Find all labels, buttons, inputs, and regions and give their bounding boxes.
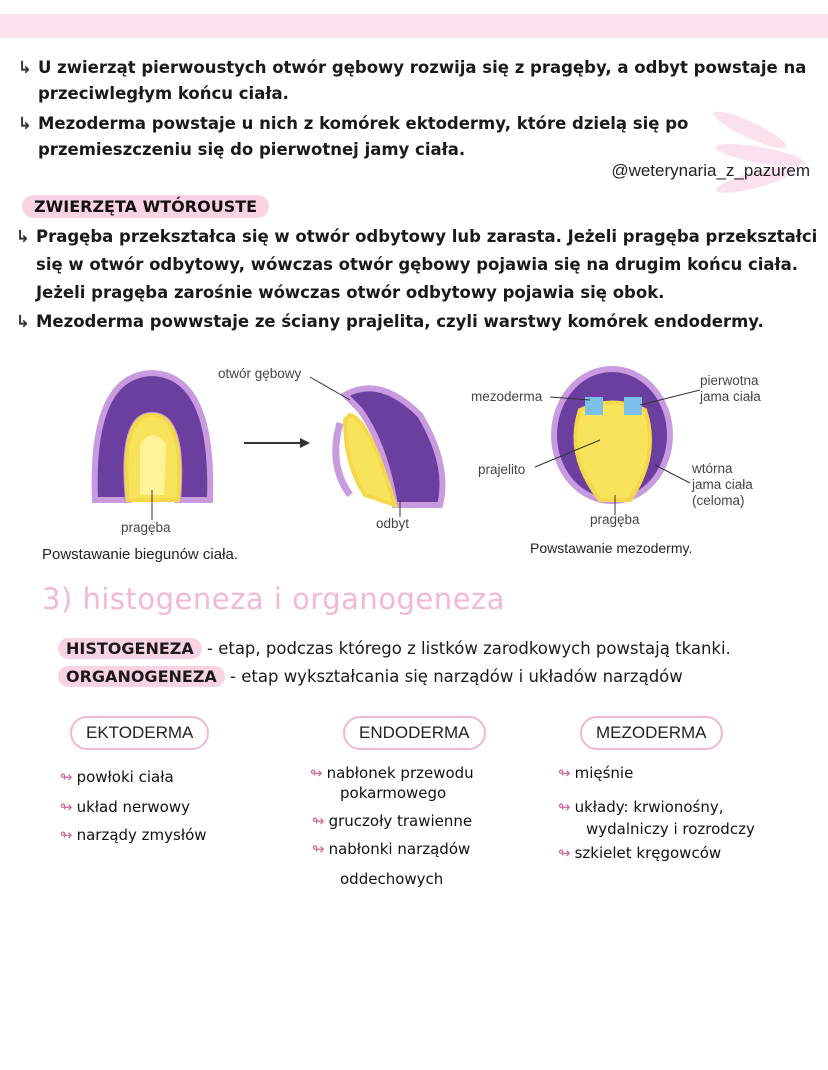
arrow-icon: ↳	[18, 114, 32, 133]
label-odbyt: odbyt	[376, 516, 410, 531]
arrow-icon: ↬	[558, 764, 571, 782]
author-handle: @weterynaria_z_pazurem	[611, 161, 810, 180]
arrow-icon: ↬	[310, 764, 323, 782]
gastrula-2	[310, 377, 443, 517]
gastrula-1	[95, 373, 211, 520]
def-organogeneza	[58, 664, 683, 690]
def-histogeneza	[58, 636, 731, 662]
label-jama-ciala-2: jama ciała	[692, 477, 753, 492]
leaf-decoration-icon	[690, 110, 820, 200]
list-item: ↬ nabłonek przewodu	[310, 764, 474, 782]
bullet-1-cont: przeciwległym końcu ciała.	[38, 84, 289, 103]
term-histogeneza: HISTOGENEZA	[58, 638, 202, 659]
arrow-icon: ↬	[60, 798, 73, 816]
list-item-cont: pokarmowego	[340, 784, 447, 802]
label-pierwotna: pierwotna	[700, 373, 759, 388]
list-item: ↬ szkielet kręgowców	[558, 844, 722, 862]
arrow-icon: ↬	[312, 840, 325, 858]
bullet-2: ↳ Mezoderma powstaje u nich z komórek ektodermy, które dzielą się po	[18, 111, 688, 137]
arrow-icon: ↬	[312, 812, 325, 830]
arrow-icon: ↬	[558, 844, 571, 862]
label-wtorna: wtórna	[692, 461, 733, 476]
def-text: - etap, podczas którego z listków zarodkowych powstają tkanki.	[201, 639, 731, 658]
label-pragemba-2: pragęba	[590, 512, 640, 527]
arrow-icon: ↳	[16, 312, 30, 331]
caption-figure-2: Powstawanie mezodermy.	[530, 540, 693, 556]
gastrula-3	[535, 369, 700, 515]
label-prajelito: prajelito	[478, 462, 526, 477]
bullet-1: ↳ U zwierząt pierwoustych otwór gębowy rozwija się z pragęby, a odbyt powstaje na	[18, 55, 806, 81]
arrow-icon: ↬	[558, 798, 571, 816]
arrow-icon: ↳	[16, 227, 30, 246]
arrow-icon: ↬	[60, 768, 73, 786]
def-text: - etap wykształcania się narządów i układów narządów	[224, 667, 683, 686]
cloud-mezoderma: MEZODERMA	[580, 716, 723, 750]
list-item: ↬ narządy zmysłów	[60, 826, 207, 844]
list-item-cont: oddechowych	[340, 870, 444, 888]
arrow-icon: ↳	[18, 58, 32, 77]
bullet-2-cont: przemieszczeniu się do pierwotnej jamy ciała.	[38, 140, 466, 159]
section-line-3: Jeżeli pragęba zarośnie wówczas otwór odbytowy pojawia się obok.	[36, 283, 665, 302]
label-celoma: (celoma)	[692, 493, 745, 508]
caption-figure-1: Powstawanie biegunów ciała.	[42, 546, 238, 563]
label-mezoderma: mezoderma	[471, 389, 543, 404]
section-title: ZWIERZĘTA WTÓROUSTE	[22, 195, 269, 218]
cloud-ektoderma: EKTODERMA	[70, 716, 209, 750]
list-item: ↬ układy: krwionośny,	[558, 798, 724, 816]
heading-histogeneza: 3) histogeneza i organogeneza	[42, 582, 506, 616]
list-item-cont: wydalniczy i rozrodczy	[586, 820, 755, 838]
section-line-4: ↳ Mezoderma powwstaje ze ściany prajelita, czyli warstwy komórek endodermy.	[16, 309, 764, 335]
list-item: ↬ układ nerwowy	[60, 798, 191, 816]
section-line-1: ↳ Pragęba przekształca się w otwór odbytowy lub zarasta. Jeżeli pragęba przekształci	[16, 224, 817, 250]
section-line-2: się w otwór odbytowy, wówczas otwór gębowy pojawia się na drugim końcu ciała.	[36, 255, 799, 274]
label-otwor-gebowy: otwór gębowy	[218, 366, 302, 381]
arrow-icon: ↬	[60, 826, 73, 844]
label-jama-ciala-1: jama ciała	[700, 389, 761, 404]
cloud-endoderma: ENDODERMA	[343, 716, 486, 750]
list-item: ↬ mięśnie	[558, 764, 634, 782]
list-item: ↬ nabłonki narządów	[312, 840, 471, 858]
list-item: ↬ powłoki ciała	[60, 768, 174, 786]
term-organogeneza: ORGANOGENEZA	[58, 666, 225, 687]
label-pragemba-1: pragęba	[121, 520, 171, 535]
list-item: ↬ gruczoły trawienne	[312, 812, 473, 830]
top-band	[0, 14, 828, 38]
